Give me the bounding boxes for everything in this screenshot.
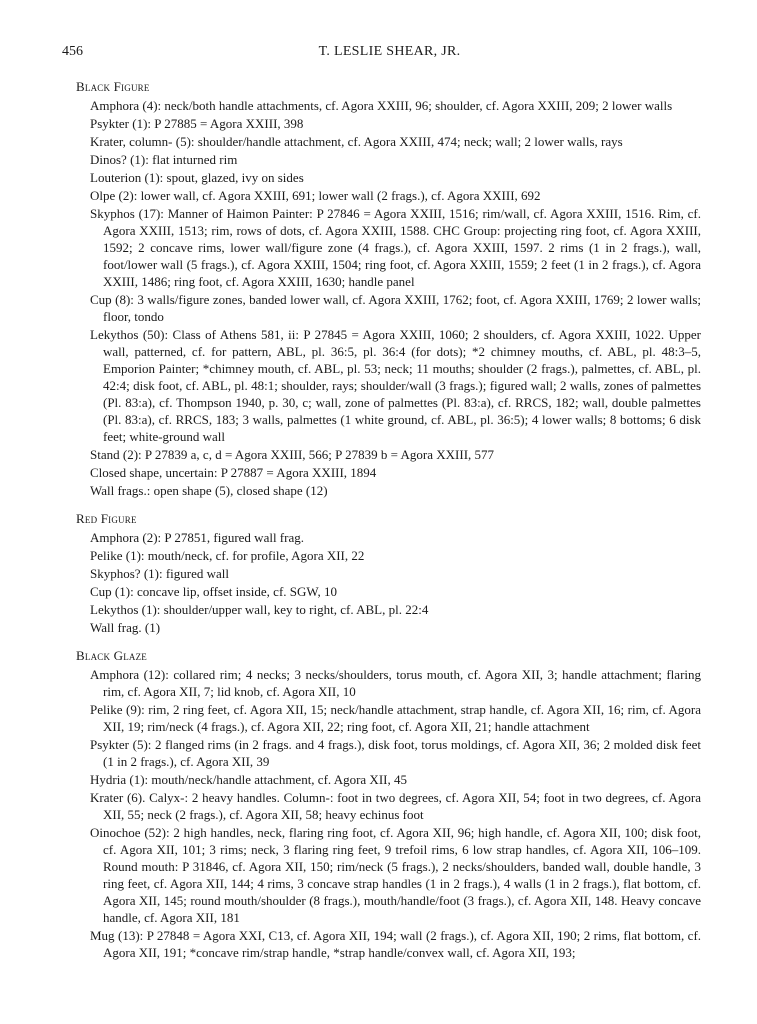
catalogue-entry [90, 547, 701, 564]
entry-count: (17): [138, 206, 164, 221]
entry-count: (5): [132, 737, 152, 752]
entry-shape-name: Wall frag. [90, 620, 142, 635]
entry-count: (2): [118, 188, 138, 203]
catalogue-entry [90, 565, 701, 582]
entry-shape-name: Krater, column- [90, 134, 173, 149]
entry-shape-name: Psykter [90, 116, 129, 131]
catalogue-entry [90, 326, 701, 445]
section-heading: Black Glaze [76, 648, 148, 663]
catalogue-entry [90, 927, 701, 961]
entry-shape-name: Skyphos [90, 206, 135, 221]
catalogue-entry [90, 151, 701, 168]
entry-description: Class of Athens 581, ii: P 27845 = Agora XXIII, 1060; 2 shoulders, cf. Agora XXIII, 1022. Upper wall, patterned, cf. for pattern, ABL, pl. 36:5, pl. 36:4 (for dots); *2 chimney mouths, cf. ABL, pl. 48:3–5, Emporion Painter; *chimney mouth, cf. ABL, pl. 53; neck; 11 mouths; shoulder (2 frags.), palmettes, cf. ABL, pl. 42:4; disk foot, cf. ABL, pl. 48:1; shoulder, rays; shoulder/wall (3 frags.); figured wall; 2 walls, zones of palmettes (Pl. 83:a), cf. Thompson 1940, p. 30, c; wall, zone of palmettes (Pl. 83:a), cf. RRCS, 182; wall, double palmettes (Pl. 83:a), cf. RRCS, 183; 3 walls, palmettes (1 white ground, cf. ABL, pl. 36:5); 4 lower walls; 8 bottoms; 6 disk feet; white-ground wall [103, 327, 702, 444]
catalogue-entry [90, 789, 701, 823]
entry-shape-name: Olpe [90, 188, 116, 203]
entry-shape-name: Closed shape, uncertain: [90, 465, 218, 480]
page-number: 456 [62, 44, 83, 59]
catalogue-entry [90, 482, 701, 499]
catalogue-entry [90, 205, 701, 290]
catalogue-entry [90, 601, 701, 618]
entry-description: lower wall, cf. Agora XXIII, 691; lower wall (2 frags.), cf. Agora XXIII, 692 [140, 188, 541, 203]
entry-shape-name: Pelike [90, 548, 123, 563]
entry-count: (50): [142, 327, 169, 342]
entry-shape-name: Lekythos [90, 327, 139, 342]
entry-shape-name: Mug [90, 928, 115, 943]
entry-description: rim, 2 ring feet, cf. Agora XII, 15; neck/handle attachment, strap handle, cf. Agora XII, 16; rim, cf. Agora XII, 19; rim/neck (4 frags.), cf. Agora XII, 22; ring foot, cf. Agora XII, 21; handle attachment [103, 702, 702, 734]
entry-description: 3 walls/figure zones, banded lower wall, cf. Agora XXIII, 1762; foot, cf. Agora XXIII, 1769; 2 lower walls; floor, tondo [103, 292, 702, 324]
entry-description: concave lip, offset inside, cf. SGW, 10 [136, 584, 337, 599]
section-heading: Black Figure [76, 79, 150, 94]
entry-count: (1): [125, 548, 145, 563]
section [76, 78, 701, 499]
entry-description: Calyx-: 2 heavy handles. Column-: foot in two degrees, cf. Agora XII, 54; foot in two degrees, cf. Agora XII, 55; neck (2 frags.), cf. Agora XII, 58; heavy echinus foot [103, 790, 702, 822]
entry-shape-name: Cup [90, 292, 112, 307]
section [76, 510, 701, 636]
entry-shape-name: Amphora [90, 98, 140, 113]
entry-shape-name: Pelike [90, 702, 123, 717]
entry-description: 2 high handles, neck, flaring ring foot, cf. Agora XII, 96; high handle, cf. Agora XII, 100; disk foot, cf. Agora XII, 101; 3 rims; neck, 3 flaring ring feet, 9 trefoil rims, 6 low strap handles, cf. Agora XII, 106–109. Round mouth: P 31846, cf. Agora XII, 150; rim/neck (5 frags.), 2 necks/shoulders, banded wall, double handle, 3 ring feet, cf. Agora XII, 144; 4 rims, 3 concave strap handles (1 in 2 frags.), 4 walls (1 in 2 frags.), flat bottom, cf. Agora XII, 145; round mouth/shoulder (8 frags.), mouth/handle/foot (3 frags.), cf. Agora XII, 148. Heavy concave handle, cf. Agora XII, 181 [103, 825, 702, 925]
entry-description: P 27851, figured wall frag. [164, 530, 304, 545]
entry-count: (13): [118, 928, 144, 943]
entry-shape-name: Oinochoe [90, 825, 141, 840]
entry-description: P 27839 a, c, d = Agora XXIII, 566; P 27839 b = Agora XXIII, 577 [144, 447, 495, 462]
entry-description: spout, glazed, ivy on sides [166, 170, 304, 185]
catalogue-entry [90, 169, 701, 186]
entry-count: (2): [122, 447, 142, 462]
entry-description: flat inturned rim [152, 152, 238, 167]
catalogue-entry [90, 446, 701, 463]
catalogue-entry [90, 529, 701, 546]
entry-count: (1): [132, 116, 152, 131]
catalogue-entry [90, 133, 701, 150]
entry-shape-name: Wall frags.: [90, 483, 151, 498]
catalogue-entry [90, 583, 701, 600]
entry-shape-name: Psykter [90, 737, 129, 752]
entry-description: neck/both handle attachments, cf. Agora XXIII, 96; shoulder, cf. Agora XXIII, 209; 2 lower walls [164, 98, 673, 113]
running-head [62, 44, 717, 64]
entry-description: Manner of Haimon Painter: P 27846 = Agora XXIII, 1516; rim/wall, cf. Agora XXIII, 1516. Rim, cf. Agora XXIII, 1513; rim, rows of dots, cf. Agora XXIII, 1588. CHC Group: projecting ring foot, cf. Agora XXIII, 1592; 2 concave rims, lower wall/figure zone (4 frags.), cf. Agora XXIII, 1597. 2 rims (1 in 2 frags.), wall, foot/lower wall (5 frags.), cf. Agora XXIII, 1504; ring foot, cf. Agora XXIII, 1559; 2 feet (1 in 2 frags.), cf. Agora XXIII, 1486; ring foot, cf. Agora XXIII, 1630; handle panel [103, 206, 702, 289]
entry-description: P 27885 = Agora XXIII, 398 [154, 116, 304, 131]
entry-count: (8): [115, 292, 134, 307]
entry-count: (1) [144, 620, 161, 635]
entry-shape-name: Cup [90, 584, 112, 599]
entry-shape-name: Krater [90, 790, 124, 805]
entry-shape-name: Hydria [90, 772, 127, 787]
entry-shape-name: Amphora [90, 667, 140, 682]
entry-description: shoulder/handle attachment, cf. Agora XXIII, 474; neck; wall; 2 lower walls, rays [197, 134, 623, 149]
catalogue-entry [90, 771, 701, 788]
entry-description: shoulder/upper wall, key to right, cf. ABL, pl. 22:4 [163, 602, 429, 617]
entry-description: mouth/neck, cf. for profile, Agora XII, 22 [147, 548, 365, 563]
entry-count: (1): [130, 152, 149, 167]
entry-count: (12): [143, 667, 169, 682]
entry-shape-name: Skyphos? [90, 566, 141, 581]
catalogue-entry [90, 115, 701, 132]
entry-count: (52): [144, 825, 170, 840]
entry-description: collared rim; 4 necks; 3 necks/shoulders, torus mouth, cf. Agora XII, 3; handle attachment; flaring rim, cf. Agora XII, 7; lid knob, cf. Agora XII, 10 [103, 667, 702, 699]
entry-count: (4): [142, 98, 162, 113]
section-heading: Red Figure [76, 511, 137, 526]
catalogue-content [76, 78, 701, 972]
section [76, 647, 701, 961]
catalogue-entry [90, 97, 701, 114]
entry-description: P 27848 = Agora XXI, C13, cf. Agora XII, 194; wall (2 frags.), cf. Agora XII, 190; 2 rims, flat bottom, cf. Agora XII, 191; *concave rim/strap handle, *strap handle/convex wall, cf. Agora XII, 193; [103, 928, 702, 960]
entry-shape-name: Lekythos [90, 602, 139, 617]
entry-description: mouth/neck/handle attachment, cf. Agora XII, 45 [151, 772, 407, 787]
catalogue-entry [90, 187, 701, 204]
entry-shape-name: Stand [90, 447, 120, 462]
catalogue-entry [90, 701, 701, 735]
entry-count: (1): [141, 602, 161, 617]
catalogue-entry [90, 736, 701, 770]
entry-count: (1): [114, 584, 134, 599]
entry-count: (5): [175, 134, 195, 149]
catalogue-entry [90, 291, 701, 325]
running-title: T. LESLIE SHEAR, JR. [318, 44, 461, 59]
entry-description: P 27887 = Agora XXIII, 1894 [220, 465, 377, 480]
catalogue-entry [90, 464, 701, 481]
entry-shape-name: Dinos? [90, 152, 127, 167]
catalogue-entry [90, 619, 701, 636]
entry-count: (1): [144, 170, 164, 185]
entry-shape-name: Louterion [90, 170, 142, 185]
entry-description: open shape (5), closed shape (12) [153, 483, 328, 498]
entry-description: 2 flanged rims (in 2 frags. and 4 frags.), disk foot, torus moldings, cf. Agora XII, 36; 2 molded disk feet (1 in 2 frags.), cf. Agora XII, 39 [103, 737, 702, 769]
catalogue-entry [90, 666, 701, 700]
entry-count: (2): [142, 530, 162, 545]
entry-description: figured wall [165, 566, 230, 581]
entry-count: (9): [125, 702, 145, 717]
entry-count: (1): [143, 566, 163, 581]
catalogue-entry [90, 824, 701, 926]
entry-shape-name: Amphora [90, 530, 140, 545]
entry-count: (6). [126, 790, 146, 805]
entry-count: (1): [129, 772, 149, 787]
